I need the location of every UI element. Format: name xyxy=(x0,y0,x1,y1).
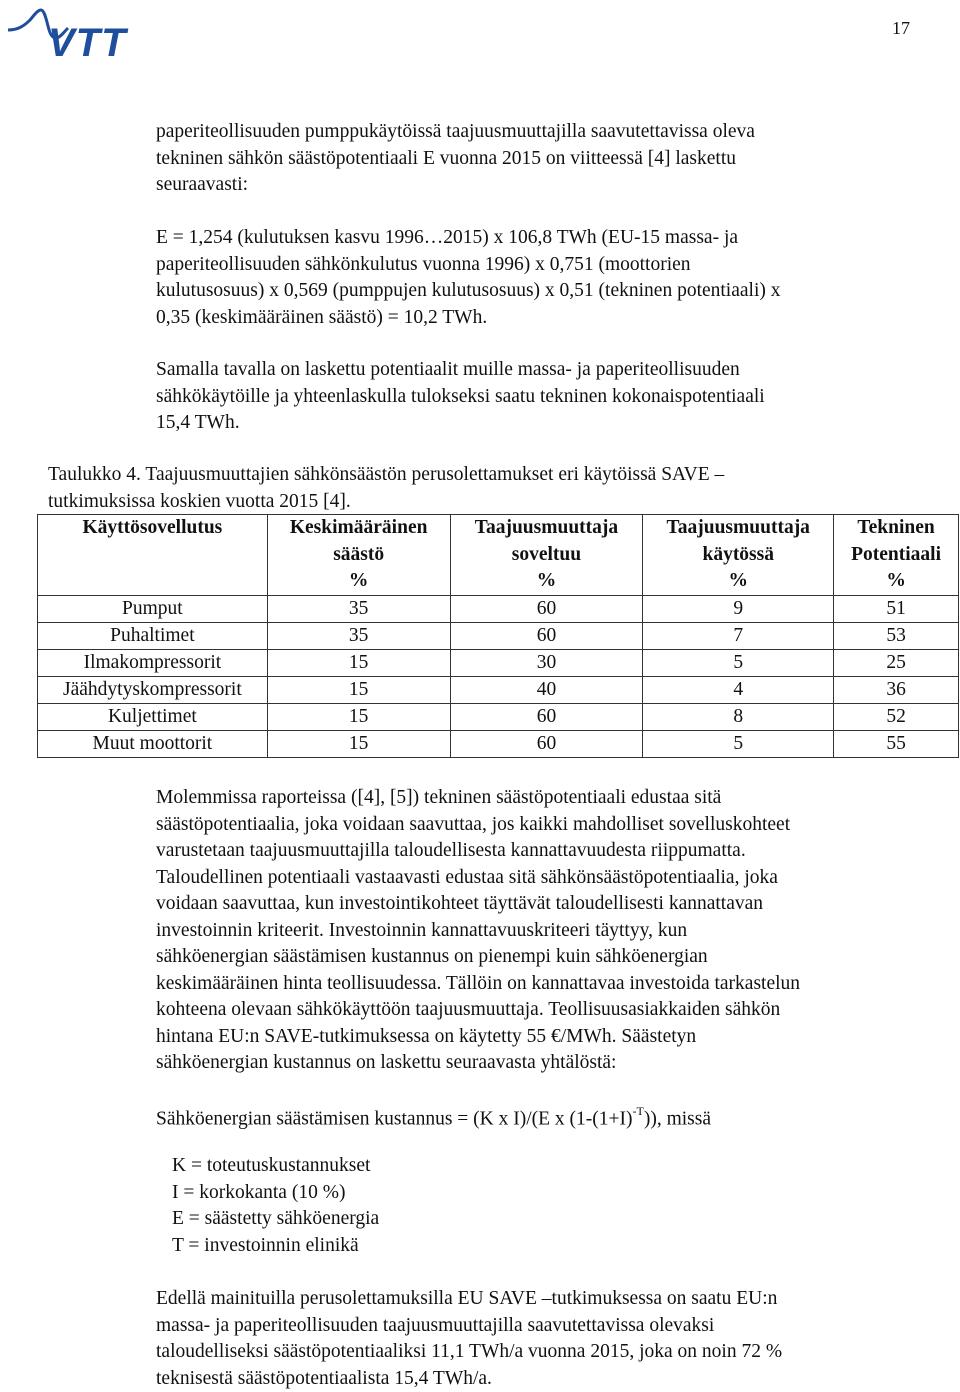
conclusion-paragraph xyxy=(156,1286,936,1392)
table-row xyxy=(38,650,959,677)
text-line: 15,4 TWh. xyxy=(156,412,240,433)
total-potential-paragraph xyxy=(156,357,936,437)
text-line: hintana EU:n SAVE-tutkimuksessa on käytetty 55 €/MWh. Säästetyn xyxy=(156,1025,697,1047)
text-line: E = 1,254 (kulutuksen kasvu 1996…2015) x 106,8 TWh (EU-15 massa- ja xyxy=(156,227,739,248)
cell-average-saving: 15 xyxy=(267,731,450,758)
cell-vfd-in-use: 5 xyxy=(643,650,834,677)
text-line: kohteena olevaan sähkökäyttöön taajuusmuuttaja. Teollisuusasiakkaiden sähkön xyxy=(156,999,781,1020)
text-line: teknisestä säästöpotentiaalista 15,4 TWh/a. xyxy=(156,1367,492,1389)
caption-line: tutkimuksissa koskien vuotta 2015 [4]. xyxy=(48,490,351,512)
header-vfd-in-use: Taajuusmuuttaja käytössä % xyxy=(643,515,834,596)
formula-exponent: -T xyxy=(632,1104,644,1118)
formula-tail: )), missä xyxy=(643,1108,711,1130)
table-row xyxy=(38,704,959,731)
caption-line: Taulukko 4. Taajuusmuuttajien sähkönsäästön perusolettamukset eri käytöissä SAVE – xyxy=(48,464,725,485)
table-row xyxy=(38,596,959,623)
text-line: kulutusosuus) x 0,569 (pumppujen kulutusosuus) x 0,51 (tekninen potentiaali) x xyxy=(156,280,781,301)
header-average-saving: Keskimääräinen säästö % xyxy=(267,515,450,596)
cost-formula xyxy=(156,1100,711,1133)
cell-vfd-suitable: 40 xyxy=(450,677,643,704)
cell-vfd-suitable: 30 xyxy=(450,650,643,677)
text-line: 0,35 (keskimääräinen säästö) = 10,2 TWh. xyxy=(156,306,488,328)
text-line: investoinnin kriteerit. Investoinnin kannattavuuskriteeri täyttyy, kun xyxy=(156,919,688,941)
formula-main: Sähköenergian säästämisen kustannus = (K x I)/(E x (1-(1+I) xyxy=(156,1108,633,1130)
text-line: tekninen sähkön säästöpotentiaali E vuonna 2015 on viitteessä [4] laskettu xyxy=(156,147,736,169)
cell-vfd-in-use: 4 xyxy=(643,677,834,704)
text-line: paperiteollisuuden sähkönkulutus vuonna 1996) x 0,751 (moottorien xyxy=(156,253,691,275)
table-header-row xyxy=(38,515,959,596)
definition-k: K = toteutuskustannukset xyxy=(172,1155,371,1176)
svg-text:VTT: VTT xyxy=(48,21,127,62)
definition-t: T = investoinnin elinikä xyxy=(172,1234,359,1256)
savings-assumptions-table xyxy=(37,514,959,758)
text-line: taloudelliseksi säästöpotentiaaliksi 11,1 TWh/a vuonna 2015, joka on noin 72 % xyxy=(156,1341,783,1362)
cell-vfd-in-use: 9 xyxy=(643,596,834,623)
definition-i: I = korkokanta (10 %) xyxy=(172,1181,346,1203)
text-line: paperiteollisuuden pumppukäytöissä taajuusmuuttajilla saavutettavissa oleva xyxy=(156,121,755,142)
definition-e: E = säästetty sähköenergia xyxy=(172,1208,380,1229)
text-line: seuraavasti: xyxy=(156,174,249,195)
cell-technical-potential: 25 xyxy=(834,650,959,677)
text-line: sähköenergian säästämisen kustannus on pienempi kuin sähköenergian xyxy=(156,946,708,967)
cell-average-saving: 15 xyxy=(267,704,450,731)
table-row xyxy=(38,731,959,758)
text-line: Molemmissa raporteissa ([4], [5]) tekninen säästöpotentiaali edustaa sitä xyxy=(156,787,722,808)
calculation-paragraph xyxy=(156,225,936,331)
cell-vfd-in-use: 8 xyxy=(643,704,834,731)
cell-vfd-in-use: 7 xyxy=(643,623,834,650)
cell-technical-potential: 36 xyxy=(834,677,959,704)
text-line: sähkökäytöille ja yhteenlaskulla tulokseksi saatu tekninen kokonaispotentiaali xyxy=(156,385,765,407)
cell-vfd-suitable: 60 xyxy=(450,623,643,650)
text-line: Edellä mainituilla perusolettamuksilla EU SAVE –tutkimuksessa on saatu EU:n xyxy=(156,1288,778,1309)
cell-application: Jäähdytyskompressorit xyxy=(38,677,268,704)
table-caption xyxy=(48,462,948,515)
cell-vfd-suitable: 60 xyxy=(450,596,643,623)
text-line: Taloudellinen potentiaali vastaavasti edustaa sitä sähkönsäästöpotentiaalia, joka xyxy=(156,866,778,888)
vtt-logo xyxy=(6,4,156,62)
text-line: keskimääräinen hinta teollisuudessa. Tällöin on kannattavaa investoida tarkastelun xyxy=(156,972,801,994)
header-technical-potential: Tekninen Potentiaali % xyxy=(834,515,959,596)
cell-average-saving: 15 xyxy=(267,677,450,704)
text-line: massa- ja paperiteollisuuden taajuusmuuttajilla saavutettavissa olevaksi xyxy=(156,1314,715,1336)
text-line: Samalla tavalla on laskettu potentiaalit muille massa- ja paperiteollisuuden xyxy=(156,359,740,380)
text-line: säästöpotentiaalia, joka voidaan saavuttaa, jos kaikki mahdolliset sovelluskohteet xyxy=(156,813,791,835)
cell-vfd-suitable: 60 xyxy=(450,731,643,758)
header-vfd-suitable: Taajuusmuuttaja soveltuu % xyxy=(450,515,643,596)
intro-paragraph xyxy=(156,119,936,199)
text-line: varustetaan taajuusmuuttajilla taloudellisesta kannattavuudesta riippumatta. xyxy=(156,840,746,861)
cell-application: Kuljettimet xyxy=(38,704,268,731)
text-line: sähköenergian kustannus on laskettu seuraavasta yhtälöstä: xyxy=(156,1052,617,1073)
cell-application: Pumput xyxy=(38,596,268,623)
cell-technical-potential: 55 xyxy=(834,731,959,758)
cell-technical-potential: 52 xyxy=(834,704,959,731)
cell-application: Puhaltimet xyxy=(38,623,268,650)
cell-average-saving: 35 xyxy=(267,596,450,623)
table-row xyxy=(38,677,959,704)
header-application: Käyttösovellutus xyxy=(38,515,268,596)
cell-technical-potential: 53 xyxy=(834,623,959,650)
cell-vfd-in-use: 5 xyxy=(643,731,834,758)
formula-definitions xyxy=(172,1153,379,1259)
cell-application: Muut moottorit xyxy=(38,731,268,758)
page-number: 17 xyxy=(892,18,910,38)
cell-average-saving: 35 xyxy=(267,623,450,650)
cell-average-saving: 15 xyxy=(267,650,450,677)
table-row xyxy=(38,623,959,650)
cell-vfd-suitable: 60 xyxy=(450,704,643,731)
cell-technical-potential: 51 xyxy=(834,596,959,623)
economic-potential-paragraph xyxy=(156,785,936,1077)
cell-application: Ilmakompressorit xyxy=(38,650,268,677)
text-line: voidaan saavuttaa, kun investointikohteet täyttävät taloudellisesti kannattavan xyxy=(156,893,764,914)
